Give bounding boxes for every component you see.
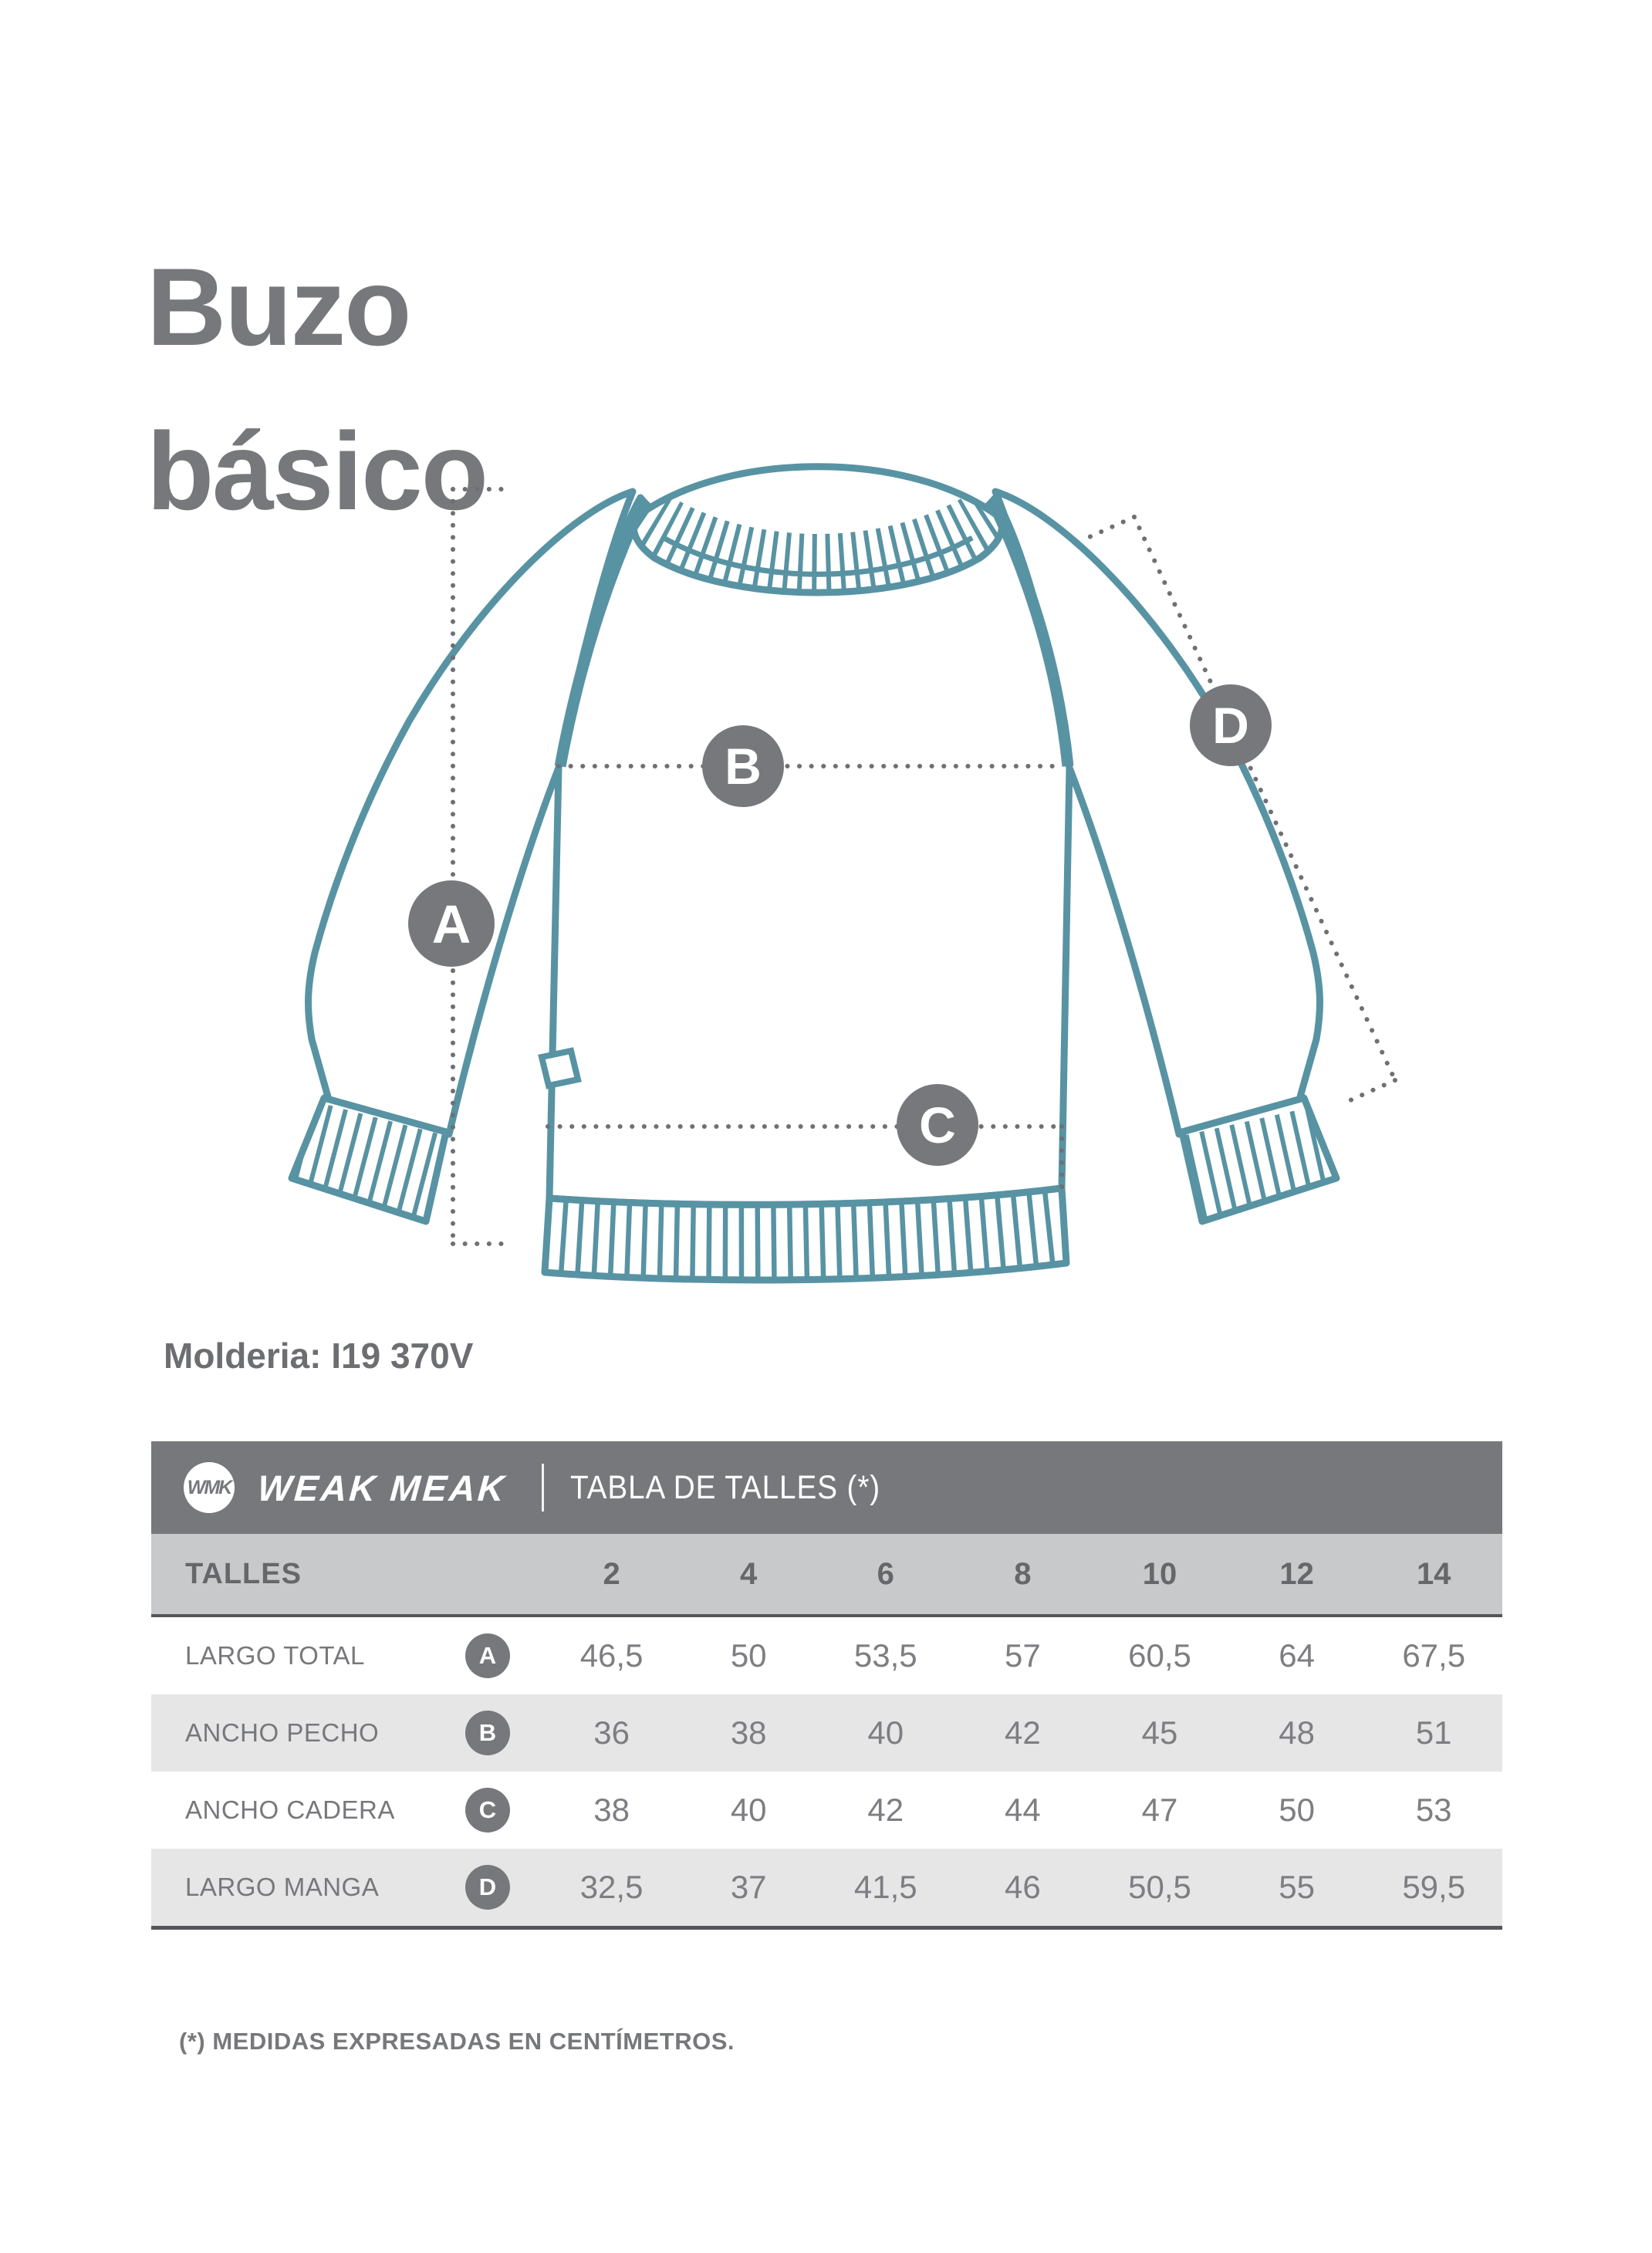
value-cell: 40 — [730, 1792, 767, 1828]
measurements-footnote: (*) MEDIDAS EXPRESADAS EN CENTÍMETROS. — [179, 2028, 735, 2055]
row-label: ANCHO CADERA — [185, 1795, 395, 1824]
size-column-header: 14 — [1416, 1556, 1451, 1591]
row-label: ANCHO PECHO — [185, 1718, 380, 1747]
marker-C-badge: C — [465, 1788, 510, 1832]
value-cell: 45 — [1141, 1714, 1178, 1751]
sizes-label: TALLES — [185, 1557, 302, 1590]
value-cell: 44 — [1005, 1792, 1041, 1828]
size-table — [151, 1441, 1502, 1930]
marker-B-label: B — [725, 738, 762, 795]
marker-C-label: C — [919, 1096, 956, 1154]
value-cell: 50 — [1279, 1792, 1315, 1828]
value-cell: 60,5 — [1128, 1637, 1191, 1674]
sweatshirt-diagram — [247, 444, 1404, 1308]
sizes-header-row — [151, 1534, 1502, 1617]
value-cell: 46 — [1005, 1869, 1041, 1905]
body-panel — [549, 498, 1069, 1204]
size-column-header: 2 — [603, 1556, 620, 1591]
row-marker — [432, 1633, 543, 1678]
table-row — [151, 1849, 1502, 1930]
table-title: TABLA DE TALLES (*) — [570, 1468, 881, 1506]
size-column-header: 12 — [1279, 1556, 1314, 1591]
value-cell: 38 — [730, 1714, 767, 1751]
table-brand-header — [151, 1441, 1502, 1534]
row-label: LARGO TOTAL — [185, 1641, 365, 1670]
value-cell: 41,5 — [853, 1869, 917, 1905]
row-marker — [432, 1711, 543, 1755]
pattern-code: Molderia: I19 370V — [164, 1336, 474, 1376]
brand-name: WEAK MEAK — [256, 1467, 508, 1508]
row-marker — [432, 1788, 543, 1832]
value-cell: 59,5 — [1402, 1869, 1466, 1905]
value-cell: 55 — [1279, 1869, 1315, 1905]
value-cell: 64 — [1279, 1637, 1315, 1674]
value-cell: 50 — [730, 1637, 767, 1674]
page-title-line2: básico — [147, 410, 488, 533]
marker-B-badge: B — [465, 1711, 510, 1755]
value-cell: 36 — [593, 1714, 630, 1751]
brand-logo-icon — [184, 1462, 235, 1513]
page-title-line1: Buzo — [147, 245, 410, 369]
value-cell: 48 — [1279, 1714, 1315, 1751]
size-column-header: 6 — [877, 1556, 894, 1591]
value-cell: 32,5 — [579, 1869, 644, 1905]
table-row — [151, 1772, 1502, 1849]
value-cell: 40 — [867, 1714, 904, 1751]
header-divider — [542, 1464, 544, 1512]
measure-line-D-tick-top — [1084, 517, 1134, 539]
marker-D-badge: D — [465, 1865, 510, 1910]
brand-monogram: WMK — [187, 1476, 231, 1498]
row-label: LARGO MANGA — [185, 1873, 380, 1901]
size-column-header: 10 — [1142, 1556, 1177, 1591]
side-tag — [542, 1051, 578, 1086]
table-row — [151, 1694, 1502, 1772]
measure-line-D-tick-bottom — [1343, 1080, 1395, 1103]
value-cell: 46,5 — [579, 1637, 644, 1674]
size-column-header: 8 — [1014, 1556, 1032, 1591]
value-cell: 57 — [1005, 1637, 1041, 1674]
marker-A-label: A — [431, 894, 471, 954]
value-cell: 37 — [730, 1869, 767, 1905]
value-cell: 42 — [1005, 1714, 1041, 1751]
value-cell: 53 — [1415, 1792, 1452, 1828]
marker-D-label: D — [1212, 697, 1249, 754]
row-marker — [432, 1865, 543, 1910]
table-row — [151, 1617, 1502, 1694]
value-cell: 50,5 — [1128, 1869, 1191, 1905]
value-cell: 53,5 — [853, 1637, 917, 1674]
value-cell: 42 — [867, 1792, 904, 1828]
value-cell: 67,5 — [1402, 1637, 1466, 1674]
value-cell: 47 — [1141, 1792, 1178, 1828]
size-column-header: 4 — [740, 1556, 758, 1591]
value-cell: 51 — [1415, 1714, 1452, 1751]
value-cell: 38 — [593, 1792, 630, 1828]
marker-A-badge: A — [465, 1633, 510, 1678]
